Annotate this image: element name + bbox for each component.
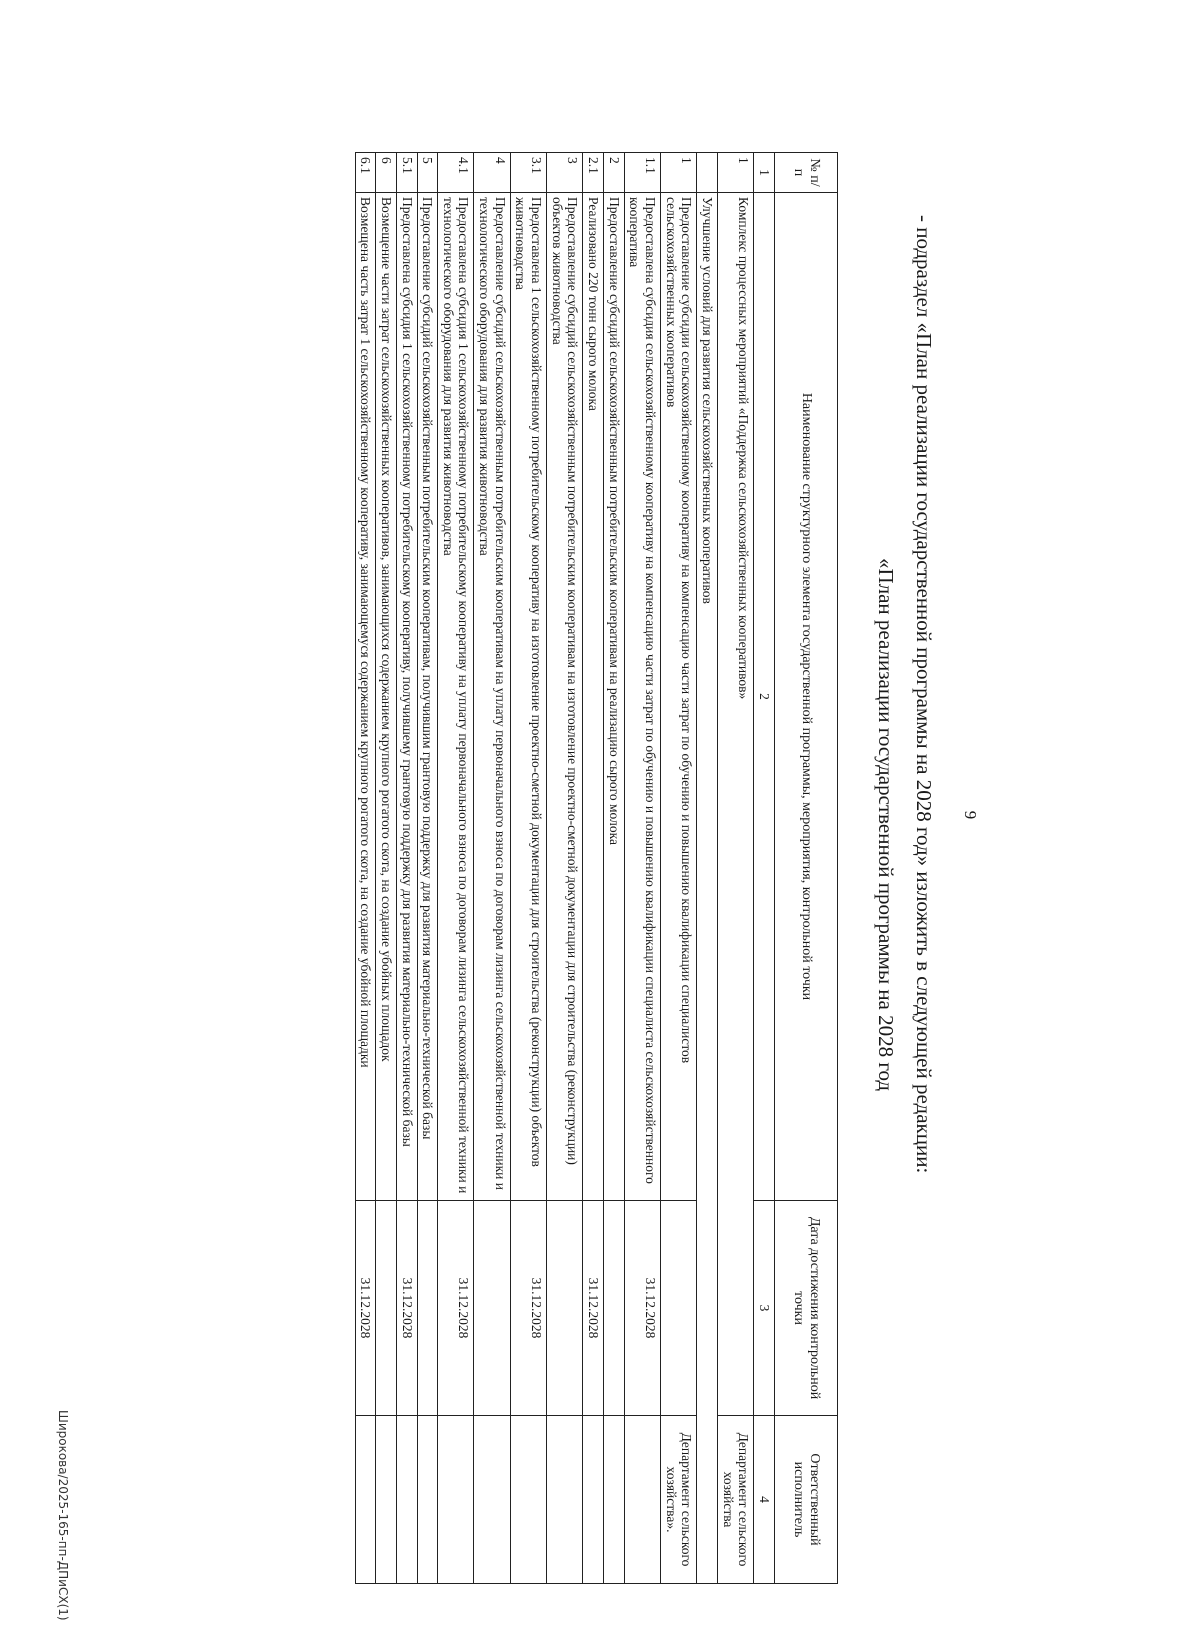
- table-row: [583, 153, 604, 1584]
- task-name: Улучшение условий для развития сельскохозяйственных кооперативов: [697, 193, 718, 1584]
- row-executor: [510, 1416, 546, 1584]
- table-row: [376, 153, 397, 1584]
- table-row: [474, 153, 510, 1584]
- row-num: 1: [661, 153, 697, 193]
- row-executor: [474, 1416, 510, 1584]
- complex-row: [718, 153, 754, 1584]
- row-num: 4.1: [438, 153, 474, 193]
- row-executor: [355, 1416, 376, 1584]
- header-numbers-row: [754, 153, 775, 1584]
- row-name: Предоставление субсидий сельскохозяйственным потребительским кооперативам на реализацию сырого молока: [604, 193, 625, 1201]
- table-row: [661, 153, 697, 1584]
- plan-table: [355, 152, 838, 1584]
- row-date: [376, 1201, 397, 1416]
- row-date: 31.12.2028: [355, 1201, 376, 1416]
- row-date: [417, 1201, 438, 1416]
- row-executor: [604, 1416, 625, 1584]
- row-date: 31.12.2028: [583, 1201, 604, 1416]
- row-num: 5.1: [396, 153, 417, 193]
- row-date: 31.12.2028: [438, 1201, 474, 1416]
- document-title: «План реализации государственной программы на 2028 год: [874, 557, 898, 1092]
- page-number: 9: [961, 810, 980, 820]
- row-name: Предоставление субсидии сельскохозяйственному кооперативу на компенсацию части затрат по обучению и повышению квалификации специалистов сельскохозяйственных кооперативов: [661, 193, 697, 1201]
- row-executor: [547, 1416, 583, 1584]
- row-num: 2: [604, 153, 625, 193]
- row-executor: Департамент сельского хозяйства».: [661, 1416, 697, 1584]
- row-num: 6: [376, 153, 397, 193]
- row-num: 3: [547, 153, 583, 193]
- row-num: 3.1: [510, 153, 546, 193]
- task-row: [697, 153, 718, 1584]
- row-name: Предоставление субсидий сельскохозяйственным потребительским кооперативам, получившим грантовую поддержку для развития материально-технической базы: [417, 193, 438, 1201]
- header-num: № п/п: [775, 153, 838, 193]
- intro-text: - подраздел «План реализации государственной программы на 2028 год» изложить в следующей редакции:: [912, 215, 936, 1174]
- row-name: Предоставление субсидий сельскохозяйственным потребительским кооперативам на уплату первоначального взноса по договорам лизинга сельскохозяйственной техники и технологического оборудования для развития животноводства: [474, 193, 510, 1201]
- row-date: [604, 1201, 625, 1416]
- header-number: 3: [754, 1201, 775, 1416]
- row-date: [547, 1201, 583, 1416]
- header-number: 4: [754, 1416, 775, 1584]
- row-date: 31.12.2028: [624, 1201, 660, 1416]
- row-executor: [376, 1416, 397, 1584]
- row-name: Предоставлена субсидия 1 сельскохозяйственному потребительскому кооперативу на уплату первоначального взноса по договорам лизинга сельскохозяйственной техники и технологического оборудования для развития животноводства: [438, 193, 474, 1201]
- table-row: [624, 153, 660, 1584]
- row-num: 5: [417, 153, 438, 193]
- row-name: Предоставлена субсидия 1 сельскохозяйственному потребительскому кооперативу, получившему грантовую поддержку для развития материально-технической базы: [396, 193, 417, 1201]
- table-row: [438, 153, 474, 1584]
- complex-name: Комплекс процессных мероприятий «Поддержка сельскохозяйственных кооперативов»: [718, 193, 754, 1416]
- row-num: 4: [474, 153, 510, 193]
- plan-rows: [355, 153, 697, 1584]
- row-date: 31.12.2028: [396, 1201, 417, 1416]
- table-row: [547, 153, 583, 1584]
- row-date: [661, 1201, 697, 1416]
- row-executor: [396, 1416, 417, 1584]
- row-num: 1: [718, 153, 754, 193]
- row-name: Предоставление субсидий сельскохозяйственным потребительским кооперативам на изготовление проектно-сметной документации для строительства (реконструкции) объектов животноводства: [547, 193, 583, 1201]
- complex-executor: Департамент сельского хозяйства: [718, 1416, 754, 1584]
- header-name: Наименование структурного элемента государственной программы, мероприятия, контрольной точки: [775, 193, 838, 1201]
- table-row: [355, 153, 376, 1584]
- row-date: 31.12.2028: [510, 1201, 546, 1416]
- table-row: [604, 153, 625, 1584]
- row-name: Реализовано 220 тонн сырого молока: [583, 193, 604, 1201]
- header-number: 2: [754, 193, 775, 1201]
- footer-code: Широкова/2025-165-пп-ДПиСХ(1): [56, 1410, 70, 1621]
- table-row: [396, 153, 417, 1584]
- row-num: 1.1: [624, 153, 660, 193]
- row-executor: [438, 1416, 474, 1584]
- row-name: Возмещена часть затрат 1 сельскохозяйственному кооперативу, занимающемуся содержанием крупного рогатого скота, на создание убойной площадки: [355, 193, 376, 1201]
- table-row: [510, 153, 546, 1584]
- header-number: 1: [754, 153, 775, 193]
- header-date: Дата достижения контрольной точки: [775, 1201, 838, 1416]
- row-executor: [624, 1416, 660, 1584]
- row-name: Предоставлена 1 сельскохозяйственному потребительскому кооперативу на изготовление проектно-сметной документации для строительства (реконструкции) объектов животноводства: [510, 193, 546, 1201]
- header-executor: Ответственный исполнитель: [775, 1416, 838, 1584]
- row-num: 2.1: [583, 153, 604, 193]
- row-name: Возмещение части затрат сельскохозяйственных кооперативов, занимающихся содержанием крупного рогатого скота, на создание убойных площадок: [376, 193, 397, 1201]
- row-executor: [417, 1416, 438, 1584]
- row-date: [474, 1201, 510, 1416]
- row-num: 6.1: [355, 153, 376, 193]
- row-executor: [583, 1416, 604, 1584]
- row-name: Предоставлена субсидия сельскохозяйственному кооперативу на компенсацию части затрат по обучению и повышению квалификации специалиста сельскохозяйственного кооператива: [624, 193, 660, 1201]
- table-row: [417, 153, 438, 1584]
- table-header-row: [775, 153, 838, 1584]
